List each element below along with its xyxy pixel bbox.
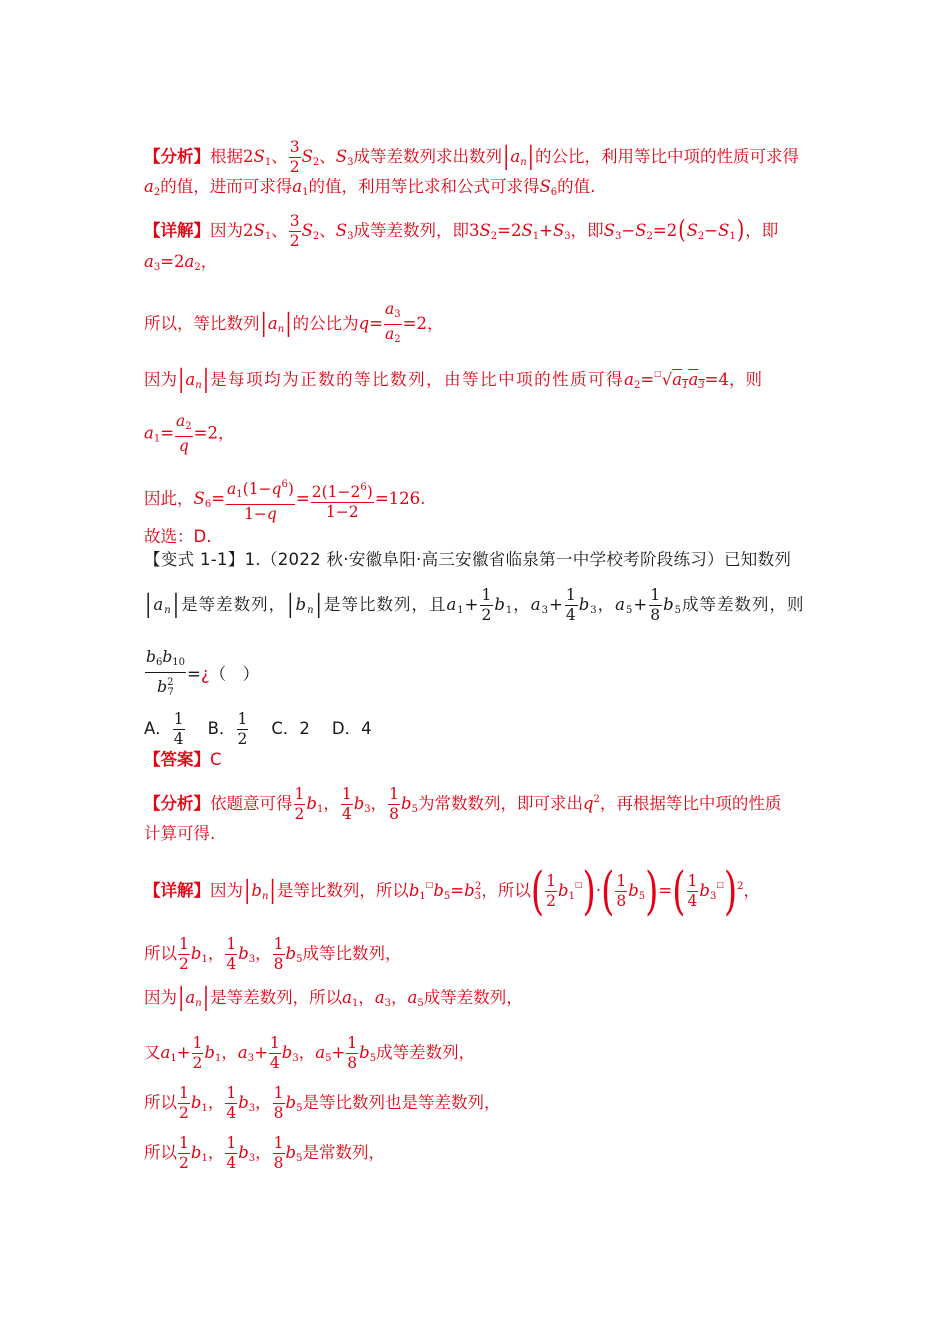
analysis-tag: 【分析】 <box>144 794 210 813</box>
analysis-1-line-1: 【分析】根据$2S_1$、 $\frac{3}{2}$ $S_2$、$S_3$成等差数列求出数列$|a_n|$的公比，利用等比中项的性质可求得 <box>144 138 800 176</box>
text: 成等差数列，则 <box>682 595 805 614</box>
answer-line <box>144 748 222 772</box>
detail-2-line-2: 所以 $\frac{1}{2}$ $b_1$， $\frac{1}{4}$ $b_3$， $\frac{1}{8}$ $b_5$成等比数列， <box>144 935 402 973</box>
analysis-2-line-1: 【分析】依题意可得 $\frac{1}{2}$ $b_1$， $\frac{1}{4}$ $b_3$， $\frac{1}{8}$ $b_5$为常数数列，即可求出$q^2$，再根据等比中项的性质 <box>144 785 782 823</box>
text: 根据 <box>210 147 243 166</box>
detail-2-line-4: 又$a_1+$ $\frac{1}{2}$ $b_1$，$a_3+$ $\frac{1}{4}$ $b_3$，$a_5+$ $\frac{1}{8}$ $b_5$成等差数列， <box>144 1034 476 1072</box>
text: 因为 <box>144 370 177 389</box>
text: 的值. <box>557 177 596 196</box>
analysis-1-line-2: $a_2$的值，进而可求得$a_1$的值，利用等比求和公式可求得$S_6$的值. <box>144 177 596 198</box>
text: 是等差数列， <box>181 595 287 614</box>
text: ，则 <box>729 370 762 389</box>
text: 是等比数列也是等差数列， <box>302 1093 501 1112</box>
detail-tag: 【详解】 <box>144 881 210 900</box>
detail-2-line-1: 【详解】因为$|b_n|$是等比数列，所以$b_1^□b_5=b_3^2$，所以( $\frac{1}{2}$ $b_1^□)\cdot$( $\frac{1}{8}$ $b_5)=$( $\frac{1}{4}$ $b_3^□)^2$， <box>144 861 761 922</box>
text: 因此， <box>144 489 194 508</box>
text: 依题意可得 <box>210 794 293 813</box>
answer-tag: 【答案】 <box>144 750 210 769</box>
text: 成等比数列， <box>302 944 402 963</box>
question-number: 1. <box>244 550 261 569</box>
text: 为常数数列，即可求出 <box>417 794 583 813</box>
variant-tag: 【变式 1-1】 <box>144 550 245 569</box>
question-source: （2022 秋·安徽阜阳·高三安徽省临泉第一中学校考阶段练习） <box>260 550 724 569</box>
text: 所以 <box>144 1093 177 1112</box>
text: 是等比数列，且 <box>323 595 447 614</box>
text: ，所以 <box>481 881 531 900</box>
text: ，即 <box>570 221 604 240</box>
text: 故选：D. <box>144 527 212 546</box>
option-c[interactable]: C．2 <box>271 719 310 738</box>
variant-line-1 <box>144 548 791 572</box>
text: 所以，等比数列 <box>144 314 260 333</box>
text: 的值，进而可求得 <box>160 177 293 196</box>
text: 的公比为 <box>292 314 359 333</box>
text: 是常数列， <box>302 1143 385 1162</box>
text: 是等比数列，所以 <box>276 881 409 900</box>
detail-2-line-5: 所以 $\frac{1}{2}$ $b_1$， $\frac{1}{4}$ $b_3$， $\frac{1}{8}$ $b_5$是等比数列也是等差数列， <box>144 1084 501 1122</box>
variant-line-2: $|a_n|$是等差数列，$|b_n|$是等比数列，且$a_1+$ $\frac{1}{2}$ $b_1$，$a_3+$ $\frac{1}{4}$ $b_3$，$a_5+$ $\frac{1}{8}$ $b_5$成等差数列，则 <box>145 586 805 624</box>
detail-1-line-2: $a_3=2a_2$， <box>144 252 218 273</box>
text: 计算可得. <box>144 824 216 843</box>
text: 已知数列 <box>723 550 792 569</box>
text: 又 <box>144 1043 161 1062</box>
option-label: B． <box>207 719 236 738</box>
text: 因为 <box>144 988 177 1007</box>
text: 是每项均为正数的等比数列，由等比中项的性质可得 <box>210 370 625 389</box>
option-label: A． <box>144 719 172 738</box>
detail-1-a1: $a_1=$ $\frac{a_2}{q}$ =2， <box>144 412 235 455</box>
detail-1-a2: 因为$|a_n|$是每项均为正数的等比数列，由等比中项的性质可得$a_2=^□√a_1a_3=4$，则 <box>144 364 762 394</box>
text: 成等差数列求出数列 <box>353 147 502 166</box>
option-a[interactable]: A． $\frac{1}{4}$ <box>144 710 184 748</box>
answer-value: C <box>210 750 222 769</box>
text: 的值，利用等比求和公式可求得 <box>308 177 540 196</box>
detail-2-line-6: 所以 $\frac{1}{2}$ $b_1$， $\frac{1}{4}$ $b_3$， $\frac{1}{8}$ $b_5$是常数列， <box>144 1134 385 1172</box>
detail-tag: 【详解】 <box>144 221 210 240</box>
detail-1-s6: 因此，$S_6=$ $\frac{a_1(1-q^6)}{1-q}$ = $\frac{2(1-2^6)}{1-2}$ =126. <box>144 475 425 524</box>
options-line <box>144 710 372 749</box>
text: ，再根据等比中项的性质 <box>599 794 782 813</box>
text: 所以 <box>144 944 177 963</box>
text: 成等差数列，即 <box>353 221 469 240</box>
text: （ ） <box>209 664 260 684</box>
detail-2-line-3: 因为$|a_n|$是等差数列，所以$a_1$，$a_3$，$a_5$成等差数列， <box>144 982 523 1012</box>
text: ，即 <box>745 221 779 240</box>
option-d[interactable]: D．4 <box>331 719 372 738</box>
text: 成等差数列， <box>376 1043 476 1062</box>
analysis-2-line-2 <box>144 822 215 846</box>
analysis-tag: 【分析】 <box>144 147 210 166</box>
variant-line-3: $\frac{b_6b_{10}}{b^2_7}$ =¿（ ） <box>146 648 260 698</box>
detail-1-line-1: 【详解】因为$2S_1$、 $\frac{3}{2}$ $S_2$、$S_3$成等差数列，即$3S_2=2S_1+S_3$，即$S_3-S_2=2(S_2-S_1)$，即 <box>144 212 779 250</box>
text: 因为 <box>210 881 243 900</box>
option-b[interactable]: B． $\frac{1}{2}$ <box>207 710 248 748</box>
choice-line <box>144 525 211 549</box>
text: 所以 <box>144 1143 177 1162</box>
text: 因为 <box>210 221 243 240</box>
detail-1-ratio: 所以，等比数列$|a_n|$的公比为q= $\frac{a_3}{a_2}$ =2， <box>144 300 444 345</box>
text: 的公比，利用等比中项的性质可求得 <box>535 147 800 166</box>
text: 成等差数列， <box>423 988 523 1007</box>
text: 是等差数列，所以 <box>210 988 343 1007</box>
